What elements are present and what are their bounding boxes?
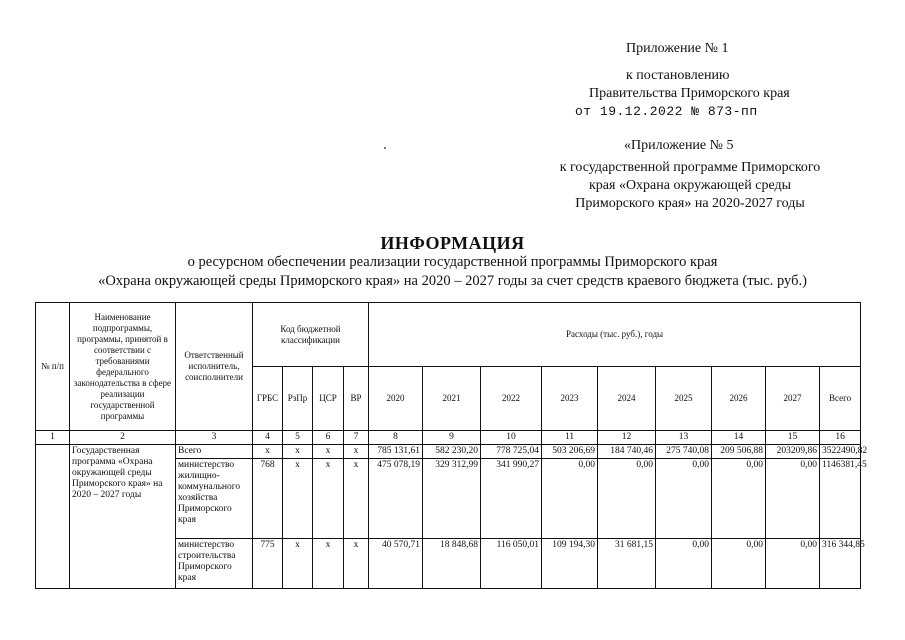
value-2026: 0,00	[712, 459, 766, 539]
col-header-vr: ВР	[344, 367, 369, 431]
column-index: 2	[70, 431, 176, 445]
column-index: 5	[283, 431, 313, 445]
row-number-cell	[36, 445, 70, 589]
col-header-csr: ЦСР	[313, 367, 344, 431]
rzpr-cell: х	[283, 459, 313, 539]
vr-cell: х	[344, 445, 369, 459]
program-name-line-1: края «Охрана окружающей среды	[588, 178, 792, 193]
col-header-executor: Ответственный исполнитель, соисполнители	[176, 303, 253, 431]
program-title-cell: Государственная программа «Охрана окружающей среды Приморского края» на 2020 – 2027 годы	[70, 445, 176, 589]
grbs-cell: 775	[253, 539, 283, 589]
col-header-2020: 2020	[369, 367, 423, 431]
value-total: 316 344,85	[820, 539, 861, 589]
col-header-grbs: ГРБС	[253, 367, 283, 431]
value-2024: 184 740,46	[598, 445, 656, 459]
column-index: 11	[542, 431, 598, 445]
table-row	[36, 445, 861, 459]
column-index: 9	[423, 431, 481, 445]
to-resolution-label: к постановлению	[626, 68, 730, 83]
title-line-1: о ресурсном обеспечении реализации государственной программы Приморского края	[187, 254, 718, 270]
col-header-2022: 2022	[481, 367, 542, 431]
col-header-2025: 2025	[656, 367, 712, 431]
value-2022: 116 050,01	[481, 539, 542, 589]
col-header-rzpr: РзПр	[283, 367, 313, 431]
csr-cell: х	[313, 445, 344, 459]
title-line-2: «Охрана окружающей среды Приморского края» на 2020 – 2027 годы за счет средств краевого бюджета (тыс. руб.)	[98, 273, 807, 289]
value-2027: 203209,86	[766, 445, 820, 459]
grbs-cell: 768	[253, 459, 283, 539]
value-2022: 341 990,27	[481, 459, 542, 539]
vr-cell: х	[344, 539, 369, 589]
resource-table	[35, 302, 868, 589]
value-2021: 329 312,99	[423, 459, 481, 539]
value-2023: 109 194,30	[542, 539, 598, 589]
column-index: 4	[253, 431, 283, 445]
column-index: 14	[712, 431, 766, 445]
value-2025: 0,00	[656, 459, 712, 539]
executor-cell: министерство строительства Приморского края	[176, 539, 253, 589]
to-program-label: к государственной программе Приморского	[559, 160, 821, 175]
column-index: 13	[656, 431, 712, 445]
value-2023: 0,00	[542, 459, 598, 539]
value-2021: 18 848,68	[423, 539, 481, 589]
value-total: 3522490,82	[820, 445, 861, 459]
value-2024: 31 681,15	[598, 539, 656, 589]
document-title: ИНФОРМАЦИЯ	[380, 233, 525, 253]
value-2026: 209 506,88	[712, 445, 766, 459]
value-2023: 503 206,69	[542, 445, 598, 459]
value-2022: 778 725,04	[481, 445, 542, 459]
government-label: Правительства Приморского края	[589, 86, 790, 101]
column-index: 16	[820, 431, 861, 445]
value-2020: 40 570,71	[369, 539, 423, 589]
col-header-num: № п/п	[36, 303, 70, 431]
value-2021: 582 230,20	[423, 445, 481, 459]
column-index: 15	[766, 431, 820, 445]
col-header-2024: 2024	[598, 367, 656, 431]
column-index: 8	[369, 431, 423, 445]
column-index: 3	[176, 431, 253, 445]
executor-cell: Всего	[176, 445, 253, 459]
rzpr-cell: х	[283, 539, 313, 589]
resolution-date-number: от 19.12.2022 № 873-пп	[575, 104, 758, 119]
executor-cell: министерство жилищно-коммунального хозяйства Приморского края	[176, 459, 253, 539]
appendix-5-label: «Приложение № 5	[624, 138, 734, 153]
program-name-line-2: Приморского края» на 2020-2027 годы	[575, 196, 805, 211]
value-2020: 475 078,19	[369, 459, 423, 539]
value-2027: 0,00	[766, 459, 820, 539]
grbs-cell: х	[253, 445, 283, 459]
value-2025: 0,00	[656, 539, 712, 589]
column-index: 7	[344, 431, 369, 445]
col-header-2023: 2023	[542, 367, 598, 431]
col-header-budget-code: Код бюджетной классификации	[253, 303, 369, 367]
column-index: 1	[36, 431, 70, 445]
scan-speck	[384, 147, 386, 149]
column-index: 6	[313, 431, 344, 445]
col-header-name: Наименование подпрограммы, программы, принятой в соответствии с требованиями федерального законодательства в сфере реализации государственной программы	[70, 303, 176, 431]
column-index-row	[36, 431, 861, 445]
value-2024: 0,00	[598, 459, 656, 539]
csr-cell: х	[313, 459, 344, 539]
rzpr-cell: х	[283, 445, 313, 459]
value-2027: 0,00	[766, 539, 820, 589]
column-index: 12	[598, 431, 656, 445]
col-header-2021: 2021	[423, 367, 481, 431]
col-header-2027: 2027	[766, 367, 820, 431]
col-header-total: Всего	[820, 367, 861, 431]
col-header-2026: 2026	[712, 367, 766, 431]
vr-cell: х	[344, 459, 369, 539]
value-2025: 275 740,08	[656, 445, 712, 459]
col-header-expenses: Расходы (тыс. руб.), годы	[369, 303, 861, 367]
appendix-1-label: Приложение № 1	[626, 41, 729, 56]
value-2026: 0,00	[712, 539, 766, 589]
value-total: 1146381,45	[820, 459, 861, 539]
column-index: 10	[481, 431, 542, 445]
csr-cell: х	[313, 539, 344, 589]
value-2020: 785 131,61	[369, 445, 423, 459]
